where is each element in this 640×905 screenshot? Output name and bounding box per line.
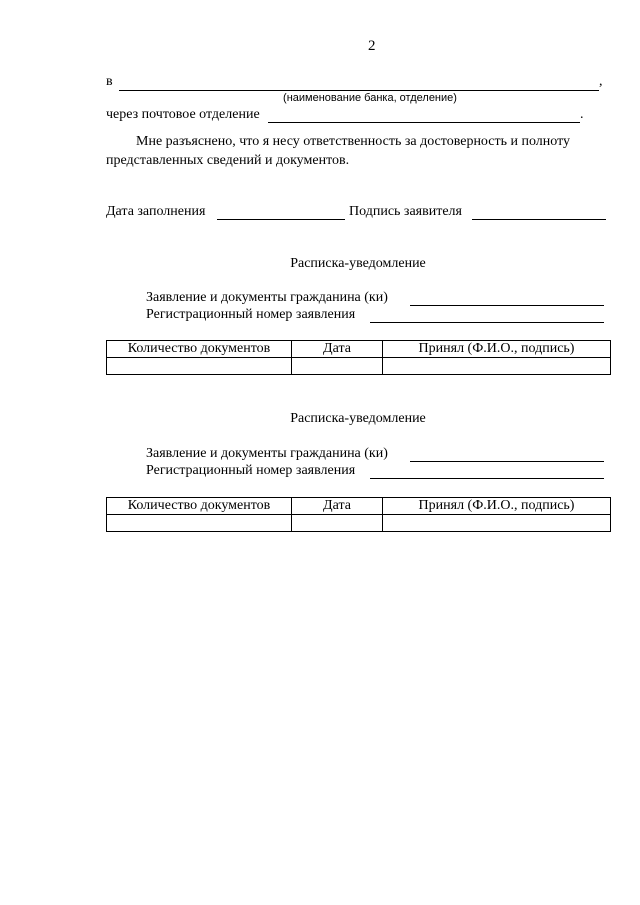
bank-name-caption: (наименование банка, отделение) — [283, 92, 457, 104]
receipt-table-row — [107, 358, 611, 375]
column-doc-count: Количество документов — [107, 341, 292, 358]
receipt-title: Расписка-уведомление — [290, 256, 426, 271]
statement-line-2: представленных сведений и документов. — [106, 153, 350, 168]
accepted-by-cell[interactable] — [383, 358, 611, 375]
column-date: Дата — [292, 341, 383, 358]
doc-count-cell[interactable] — [107, 515, 292, 532]
signature-label: Подпись заявителя — [349, 204, 462, 219]
doc-count-cell[interactable] — [107, 358, 292, 375]
receipt-title: Расписка-уведомление — [290, 411, 426, 426]
bank-name-field[interactable] — [119, 90, 599, 91]
post-office-suffix: . — [580, 107, 584, 122]
post-office-label: через почтовое отделение — [106, 107, 260, 122]
post-office-field[interactable] — [268, 122, 580, 123]
receipt-table — [106, 497, 611, 532]
date-label: Дата заполнения — [106, 204, 206, 219]
receipt-reg-number-field[interactable] — [370, 478, 604, 479]
date-field[interactable] — [217, 219, 345, 220]
bank-line-suffix: , — [599, 74, 603, 89]
date-cell[interactable] — [292, 515, 383, 532]
bank-line-prefix: в — [106, 74, 113, 89]
receipt-docs-label: Заявление и документы гражданина (ки) — [146, 446, 388, 461]
receipt-table-row — [107, 515, 611, 532]
date-cell[interactable] — [292, 358, 383, 375]
receipt-table-header — [107, 341, 611, 358]
statement-line-1: Мне разъяснено, что я несу ответственность за достоверность и полноту — [136, 134, 571, 149]
receipt-reg-label: Регистрационный номер заявления — [146, 307, 356, 322]
page-number: 2 — [368, 38, 376, 54]
column-accepted-by: Принял (Ф.И.О., подпись) — [383, 498, 611, 515]
column-doc-count: Количество документов — [107, 498, 292, 515]
receipt-docs-label: Заявление и документы гражданина (ки) — [146, 290, 388, 305]
receipt-table-header — [107, 498, 611, 515]
receipt-citizen-field[interactable] — [410, 305, 604, 306]
column-accepted-by: Принял (Ф.И.О., подпись) — [383, 341, 611, 358]
receipt-reg-label: Регистрационный номер заявления — [146, 463, 356, 478]
signature-field[interactable] — [472, 219, 606, 220]
receipt-citizen-field[interactable] — [410, 461, 604, 462]
accepted-by-cell[interactable] — [383, 515, 611, 532]
receipt-reg-number-field[interactable] — [370, 322, 604, 323]
receipt-table — [106, 340, 611, 375]
column-date: Дата — [292, 498, 383, 515]
